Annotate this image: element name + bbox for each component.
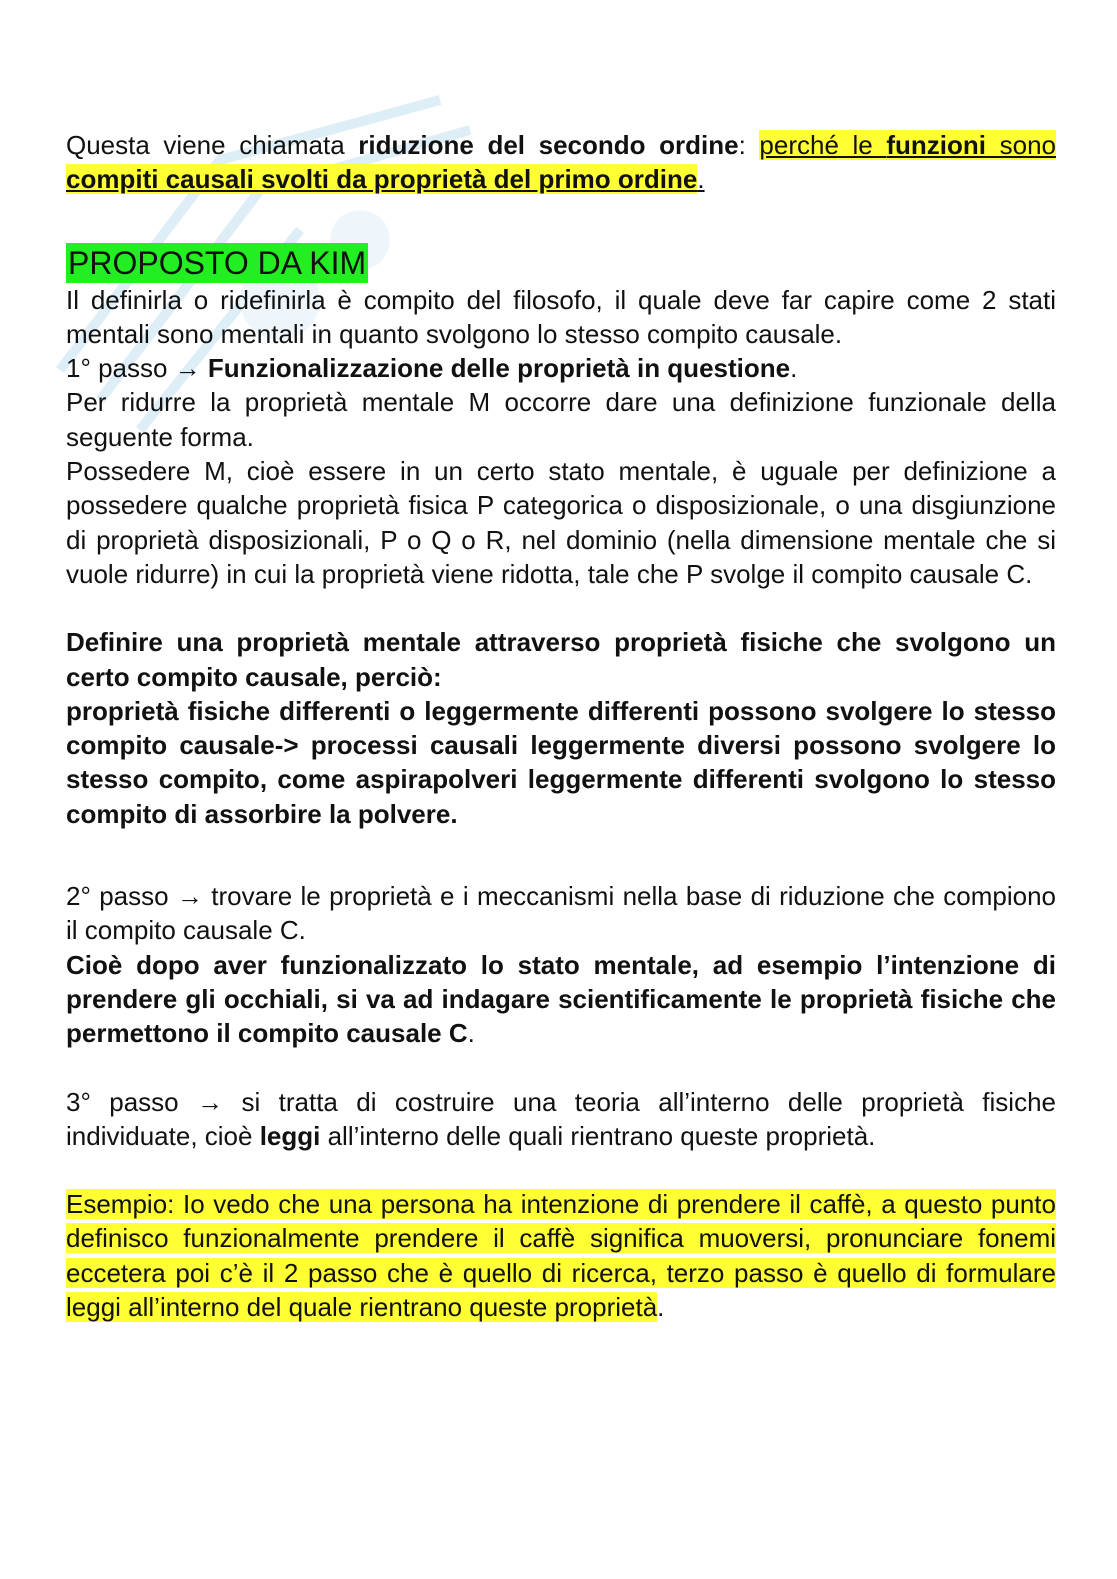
intro-highlight-2: sono — [986, 130, 1056, 160]
intro-highlight-1: perché le — [759, 130, 887, 160]
intro-colon: : — [738, 130, 760, 160]
step-2: 2° passo → trovare le proprietà e i meccanismi nella base di riduzione che compiono il compito causale C. — [66, 881, 1056, 946]
intro-bold-term: riduzione del secondo ordine — [358, 130, 739, 160]
example-period: . — [657, 1292, 665, 1323]
intro-paragraph — [66, 128, 1056, 197]
bold-paragraph-2: proprietà fisiche differenti o leggermente differenti possono svolgere lo stesso compito causale-> processi causali leggermente diversi possono svolgere lo stesso compito, come aspirapolveri leggermente differenti svolgono lo stesso compito di assorbire la polvere. — [66, 695, 1056, 829]
paragraph-definition: Possedere M, cioè essere in un certo stato mentale, è uguale per definizione a possedere qualche proprietà fisica P categorica o disposizionale, o una disgiunzione di proprietà disposizionali, P o Q o R, nel dominio (nella dimensione mentale che si vuole ridurre) in cui la proprietà viene ridotta, tale che P svolge il compito causale C. — [66, 456, 1056, 589]
step-3-bold: leggi — [259, 1120, 321, 1151]
paragraph-reduction: Per ridurre la proprietà mentale M occorre dare una definizione funzionale della seguente forma. — [66, 387, 1056, 452]
section-heading: PROPOSTO DA KIM — [68, 244, 367, 281]
intro-period: . — [697, 164, 705, 195]
step-1-prefix: 1° passo → — [66, 353, 208, 384]
example-highlight: Esempio: Io vedo che una persona ha intenzione di prendere il caffè, a questo punto definisco funzionalmente prendere il caffè significa muoversi, pronunciare fonemi eccetera poi c’è il 2 passo che è quello di ricerca, terzo passo è quello di formulare leggi all’interno del quale rientrano queste proprietà — [66, 1189, 1056, 1323]
paragraph-philosopher: Il definirla o ridefinirla è compito del filosofo, il quale deve far capire come 2 stati mentali sono mentali in quanto svolgono lo stesso compito causale. — [66, 284, 1056, 349]
step-3 — [66, 1085, 1056, 1154]
step-1-period: . — [790, 353, 798, 384]
intro-highlight-bold-2: compiti causali svolti da proprietà del primo ordine — [66, 164, 698, 195]
step-2-detail-bold: Cioè dopo aver funzionalizzato lo stato mentale, ad esempio l’intenzione di prendere gli occhiali, si va ad indagare scientificamente le proprietà fisiche che permettono il compito causale C — [66, 949, 1056, 1049]
step-1-title: Funzionalizzazione delle proprietà in questione — [207, 353, 791, 384]
step-2-detail-period: . — [467, 1018, 475, 1049]
intro-text: Questa viene chiamata — [66, 130, 359, 160]
example-paragraph — [66, 1187, 1056, 1324]
document-body — [66, 128, 1056, 1324]
step-3-text: 3° passo → si tratta di costruire una teoria all’interno delle proprietà fisiche individuate, cioè — [66, 1086, 1056, 1151]
step-3-text-end: all’interno delle quali rientrano queste proprietà. — [320, 1120, 876, 1151]
step-1 — [66, 351, 1056, 385]
intro-highlight-bold-1: funzioni — [886, 130, 987, 160]
bold-paragraph-1: Definire una proprietà mentale attraverso proprietà fisiche che svolgono un certo compito causale, perciò: — [66, 627, 1056, 692]
step-2-detail — [66, 948, 1056, 1051]
